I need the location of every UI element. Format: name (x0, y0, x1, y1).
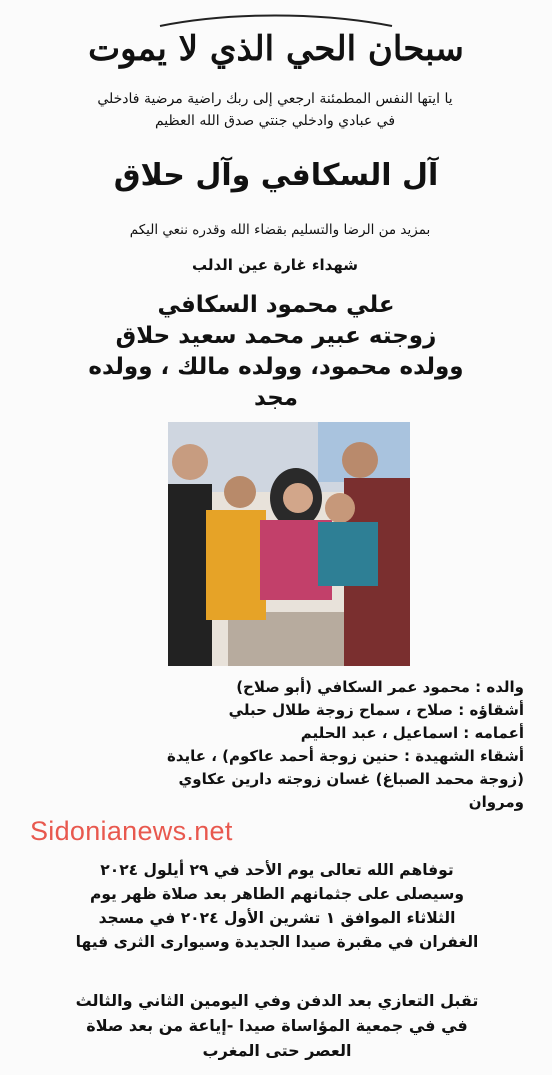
name-line-4: مجد (253, 385, 299, 411)
intro-text: بمزيد من الرضا والتسليم بقضاء الله وقدره ننعي اليكم (129, 222, 431, 238)
family-photo (168, 422, 410, 666)
relatives-siblings: أشقاؤه : صلاح ، سماح زوجة طلال حبلي (228, 701, 524, 719)
name-line-3: وولده محمود، وولده مالك ، وولده (88, 354, 464, 380)
relatives-list (24, 676, 524, 814)
name-line-2: زوجته عبير محمد سعيد حلاق (115, 323, 437, 349)
funeral-details (22, 858, 532, 954)
relatives-wife-siblings-2: (زوجة محمد الصباغ) غسان زوجته دارين عكاوي (178, 770, 524, 788)
quran-verse (40, 88, 510, 132)
martyrs-heading: شهداء غارة عين الدلب (192, 256, 358, 274)
funeral-line-3: الثلاثاء الموافق ١ تشرين الأول ٢٠٢٤ في مسجد (98, 909, 456, 927)
verse-line-1: يا ايتها النفس المطمئنة ارجعي إلى ربك راضية مرضية فادخلي (97, 91, 453, 107)
relatives-wife-siblings-3: ومروان (468, 793, 524, 811)
condolence-details (22, 988, 532, 1063)
funeral-line-1: توفاهم الله تعالى يوم الأحد في ٢٩ أيلول ٢٠٢٤ (100, 861, 454, 879)
relatives-wife-siblings-1: أشقاء الشهيدة : حنين زوجة أحمد عاكوم) ، عايدة (166, 747, 524, 765)
relatives-father: والده : محمود عمر السكافي (أبو صلاح) (236, 678, 524, 696)
name-line-1: علي محمود السكافي (157, 292, 395, 318)
verse-line-2: في عبادي وادخلي جنتي صدق الله العظيم (154, 113, 396, 129)
funeral-line-4: الغفران في مقبرة صيدا الجديدة وسيوارى الثرى فيها (75, 933, 479, 951)
svg-text:سبحان الحي الذي لا يموت: سبحان الحي الذي لا يموت (88, 29, 464, 69)
condolence-line-3: العصر حتى المغرب (202, 1041, 352, 1060)
relatives-uncles: أعمامه : اسماعيل ، عبد الحليم (300, 724, 524, 742)
calligraphy-header (0, 8, 552, 80)
deceased-names (18, 290, 534, 414)
family-title: آل السكافي وآل حلاق (113, 158, 439, 193)
condolence-line-2: في في جمعية المؤاساة صيدا -إياعة من بعد صلاة (86, 1016, 468, 1035)
condolence-line-1: تقبل التعازي بعد الدفن وفي اليومين الثاني والثالث (75, 991, 479, 1010)
funeral-line-2: وسيصلى على جثمانهم الطاهر بعد صلاة ظهر يوم (89, 885, 464, 903)
watermark: Sidonianews.net (30, 816, 233, 846)
family-photo-illustration (168, 422, 410, 666)
